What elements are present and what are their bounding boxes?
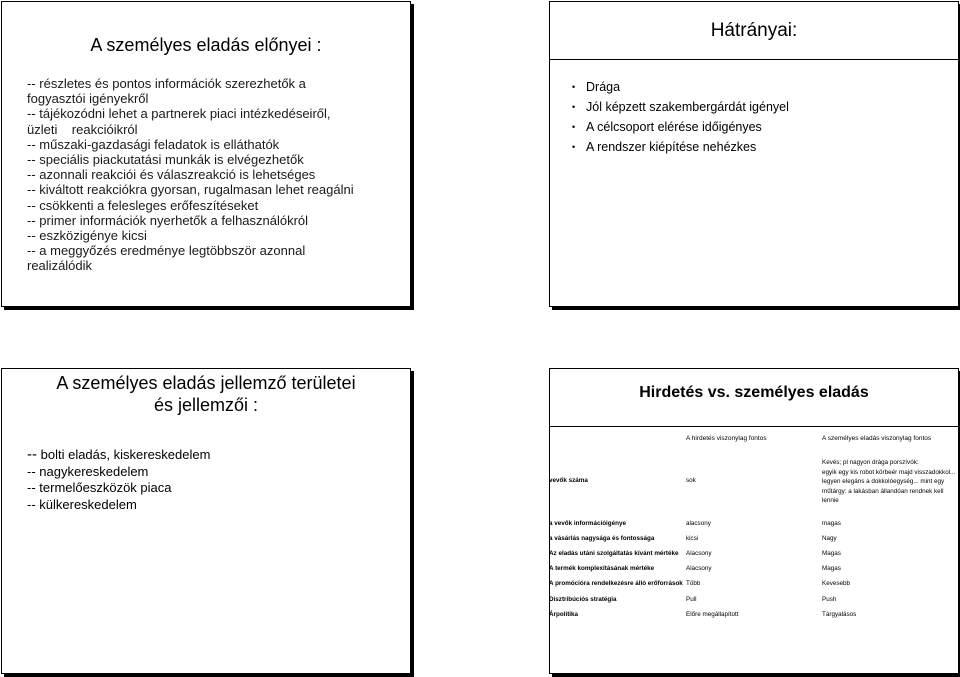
list-line: -- nagykereskedelem xyxy=(27,463,149,479)
areas-list xyxy=(27,447,210,513)
personal-cell: Tárgyalásos xyxy=(822,611,857,618)
ad-cell: sok xyxy=(686,477,696,484)
ad-cell: Előre megállapított xyxy=(686,611,739,618)
ad-cell: kicsi xyxy=(686,535,699,542)
list-line: -- kiváltott reakciókra gyorsan, rugalmasan lehet reagálni xyxy=(27,182,354,198)
list-line: üzleti reakcióikról xyxy=(27,121,138,137)
bullet-icon: • xyxy=(572,82,576,92)
list-line: -- primer információk nyerhetők a felhasználókról xyxy=(27,212,309,228)
list-line: -- részletes és pontos információk szerezhetők a xyxy=(27,76,306,91)
ad-cell: Pull xyxy=(686,596,697,603)
list-item: • Jól képzett szakembergárdát igényel xyxy=(572,97,789,117)
title-divider xyxy=(550,426,958,427)
slide-title: A személyes eladás jellemző területei és jellemzői : xyxy=(56,373,356,415)
row-label: Árpolitika xyxy=(549,611,579,618)
list-line: -- termelőeszközök piaca xyxy=(27,480,172,495)
row-label: A termék komplexitásának mértéke xyxy=(549,565,655,572)
bullet-icon: • xyxy=(572,142,576,152)
column-header: A hirdetés viszonylag fontos xyxy=(686,435,767,442)
ad-cell: Több xyxy=(686,580,701,587)
bullet-icon: • xyxy=(572,102,576,112)
list-line: -- speciális piackutatási munkák is elvégezhetők xyxy=(27,152,304,168)
list-line: -- eszközigénye kicsi xyxy=(27,228,147,244)
row-label: Disztribúciós stratégia xyxy=(549,596,617,603)
personal-cell: Push xyxy=(822,596,837,603)
list-line: -- bolti eladás, kiskereskedelem xyxy=(27,446,211,463)
list-line: fogyasztói igényekről xyxy=(27,91,149,107)
personal-cell: Nagy xyxy=(822,535,837,542)
row-label: Az eladás utáni szolgáltatás kívánt mértéke xyxy=(549,550,679,557)
row-label: vevők száma xyxy=(549,477,588,484)
personal-cell: Magas xyxy=(822,565,841,572)
personal-cell: Magas xyxy=(822,550,841,557)
row-label: a vevők információigénye xyxy=(549,520,626,527)
slide-comparison xyxy=(549,368,959,674)
slide-advantages xyxy=(1,1,411,307)
slide-areas xyxy=(1,368,411,674)
row-label: A promócióra rendelkezésre álló erőforrások xyxy=(549,580,683,587)
list-line: -- műszaki-gazdasági feladatok is elláthatók xyxy=(27,136,280,152)
bullet-icon: • xyxy=(572,122,576,132)
list-item: • A rendszer kiépítése nehézkes xyxy=(572,137,789,157)
slide-disadvantages xyxy=(549,1,959,307)
list-line: realizálódik xyxy=(27,258,93,274)
list-line: -- azonnali reakciói és válaszreakció is lehetséges xyxy=(27,167,316,183)
list-line: -- tájékozódni lehet a partnerek piaci intézkedéseiről, xyxy=(27,106,331,122)
advantages-list xyxy=(27,76,354,274)
list-line: -- a meggyőzés eredménye legtöbbször azonnal xyxy=(27,243,306,259)
list-item: • Drága xyxy=(572,77,789,97)
ad-cell: alacsony xyxy=(686,520,711,527)
slide-title: A személyes eladás előnyei : xyxy=(90,35,322,55)
personal-cell: magas xyxy=(822,520,841,527)
slide-title: Hirdetés vs. személyes eladás xyxy=(639,384,869,401)
list-item: • A célcsoport elérése időigényes xyxy=(572,117,789,137)
row-label: a vásárlás nagysága és fontossága xyxy=(549,535,655,542)
ad-cell: Alacsony xyxy=(686,550,712,557)
slide-title: Hátrányai: xyxy=(710,20,798,41)
personal-cell: Kevés; pl nagyon drága porszívók: egyik egy kis robot körbeér majd visszadokkol... legyen elegáns a dokkolóegység... mint egy műtárgy: a lakásban állandóan rendnek kell lennie xyxy=(822,459,956,504)
title-divider xyxy=(550,59,958,60)
column-header: A személyes eladás viszonylag fontos xyxy=(822,435,932,442)
disadvantages-list xyxy=(572,77,789,157)
list-line: -- külkereskedelem xyxy=(27,496,137,512)
ad-cell: Alacsony xyxy=(686,565,712,572)
personal-cell: Kevesebb xyxy=(822,580,851,587)
list-line: -- csökkenti a felesleges erőfeszítéseket xyxy=(27,197,259,213)
